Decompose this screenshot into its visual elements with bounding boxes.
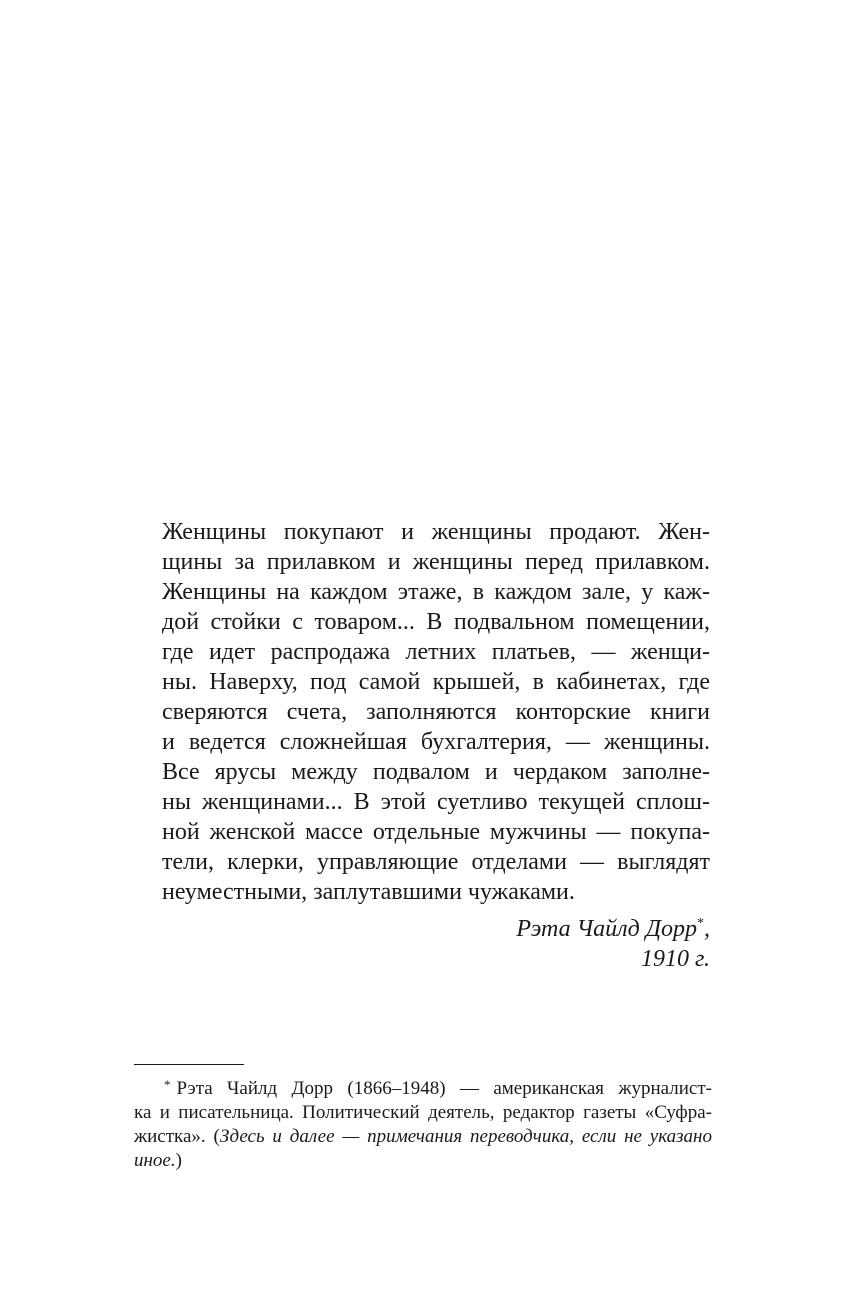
epigraph-line: ны. Наверху, под самой крышей, в кабинетах, где: [162, 669, 710, 695]
footnote-line: [134, 1073, 712, 1101]
epigraph-line: и ведется сложнейшая бухгалтерия, — женщины.: [162, 729, 710, 755]
attribution-author: Рэта Чайлд Дорр: [516, 916, 697, 942]
epigraph-line: сверяются счета, заполняются конторские книги: [162, 699, 710, 725]
footnote-line: [134, 1125, 712, 1149]
epigraph-line: Все ярусы между подвалом и чердаком заполне-: [162, 759, 710, 785]
footnote-text: ): [175, 1150, 182, 1171]
epigraph-line: щины за прилавком и женщины перед прилавком.: [162, 549, 710, 575]
footnote-italic-text: иное.: [134, 1150, 176, 1171]
footnote-text: Рэта Чайлд Дорр (1866–1948) — американская журналист-: [176, 1078, 712, 1099]
footnote-separator: [134, 1064, 244, 1065]
epigraph-attribution: [162, 914, 710, 974]
footnote-line: ка и писательница. Политический деятель, редактор газеты «Суфра-: [134, 1102, 712, 1123]
epigraph-line: ны женщинами... В этой суетливо текущей сплош-: [162, 789, 710, 815]
attribution-comma: ,: [704, 916, 710, 942]
epigraph-line: где идет распродажа летних платьев, — женщи-: [162, 639, 710, 665]
footnote-italic-text: Здесь и далее — примечания переводчика, если не указано: [219, 1126, 712, 1147]
footnote-reference-marker[interactable]: *: [697, 916, 704, 931]
epigraph-line: Женщины на каждом этаже, в каждом зале, у каж-: [162, 579, 710, 605]
attribution-year: 1910 г.: [640, 946, 710, 972]
epigraph-line: Женщины покупают и женщины продают. Жен-: [162, 519, 710, 545]
footnote: [134, 1073, 712, 1173]
footnote-text: жистка». (: [134, 1126, 220, 1147]
epigraph-line: дой стойки с товаром... В подвальном помещении,: [162, 609, 710, 635]
epigraph: [162, 517, 710, 907]
footnote-marker: *: [164, 1077, 171, 1092]
epigraph-line: тели, клерки, управляющие отделами — выглядят: [162, 849, 710, 875]
attribution-author-line: [162, 914, 710, 944]
epigraph-line: ной женской массе отдельные мужчины — покупа-: [162, 819, 710, 845]
epigraph-line: неуместными, заплутавшими чужаками.: [162, 879, 575, 905]
footnote-line: [134, 1149, 712, 1173]
